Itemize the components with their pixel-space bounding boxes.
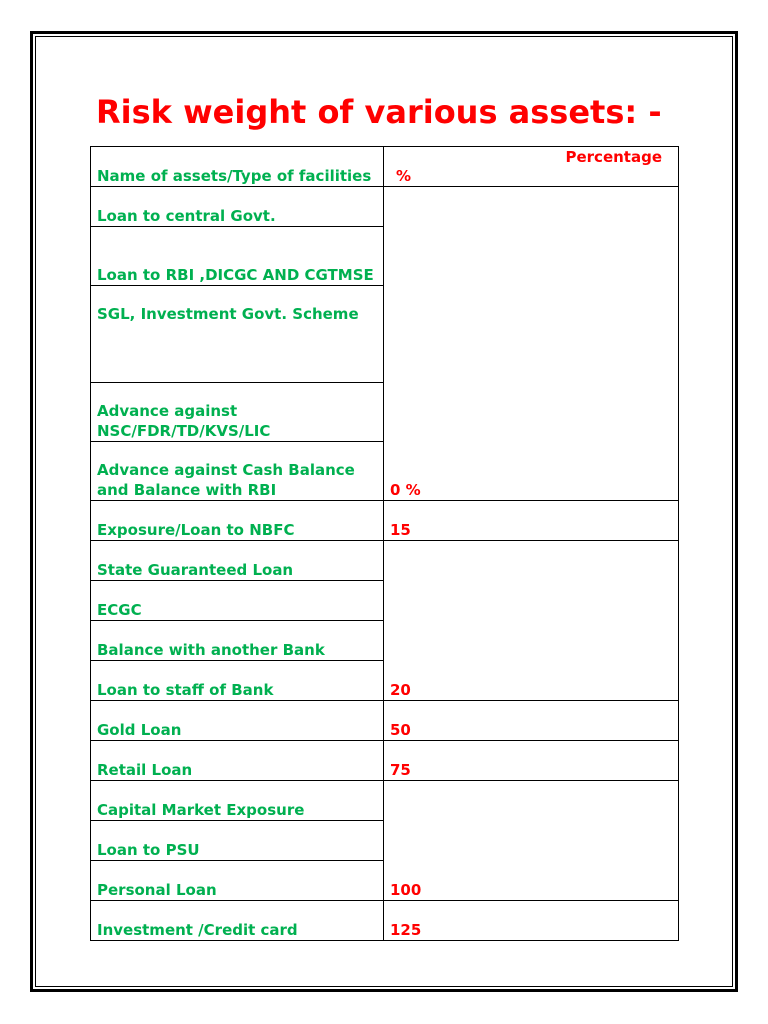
header-percentage-label: Percentage: [565, 148, 662, 166]
weight-cell: 125: [384, 901, 679, 941]
table-row: [91, 501, 679, 541]
asset-cell: SGL, Investment Govt. Scheme: [91, 286, 384, 383]
risk-weight-table: [90, 146, 679, 941]
header-percentage-cell: [384, 147, 679, 187]
asset-cell: Exposure/Loan to NBFC: [91, 501, 384, 541]
weight-cell: 15: [384, 501, 679, 541]
weight-cell: 0 %: [384, 187, 679, 501]
asset-cell: Investment /Credit card: [91, 901, 384, 941]
header-percent-sign: %: [396, 167, 412, 185]
table-row: [91, 781, 679, 821]
asset-cell: Retail Loan: [91, 741, 384, 781]
asset-cell: Loan to staff of Bank: [91, 661, 384, 701]
asset-cell: Capital Market Exposure: [91, 781, 384, 821]
asset-cell: Advance against Cash Balance and Balance with RBI: [91, 442, 384, 501]
asset-cell: Loan to PSU: [91, 821, 384, 861]
table-row: [91, 541, 679, 581]
page-title: Risk weight of various assets: -: [96, 93, 662, 131]
asset-cell: Balance with another Bank: [91, 621, 384, 661]
weight-cell: 100: [384, 781, 679, 901]
asset-cell: Personal Loan: [91, 861, 384, 901]
header-asset-cell: Name of assets/Type of facilities: [91, 147, 384, 187]
asset-cell: State Guaranteed Loan: [91, 541, 384, 581]
asset-cell: Loan to RBI ,DICGC AND CGTMSE: [91, 227, 384, 286]
weight-cell: 75: [384, 741, 679, 781]
table-row: [91, 741, 679, 781]
asset-cell: Loan to central Govt.: [91, 187, 384, 227]
weight-cell: 20: [384, 541, 679, 701]
asset-cell: Gold Loan: [91, 701, 384, 741]
asset-cell: ECGC: [91, 581, 384, 621]
table-row: [91, 187, 679, 227]
table-row: [91, 901, 679, 941]
table-row: [91, 701, 679, 741]
weight-cell: 50: [384, 701, 679, 741]
table-header-row: [91, 147, 679, 187]
asset-cell: Advance against NSC/FDR/TD/KVS/LIC: [91, 383, 384, 442]
